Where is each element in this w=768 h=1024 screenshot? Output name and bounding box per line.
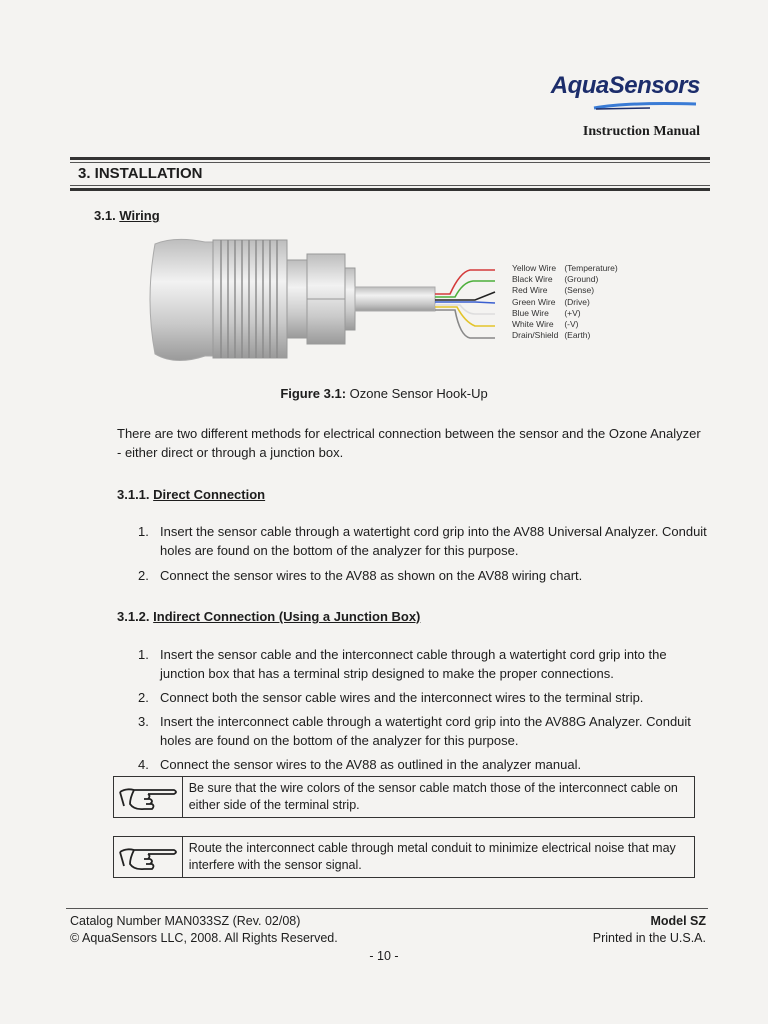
wire-row [512, 308, 624, 319]
logo-text: AquaSensors [550, 72, 700, 99]
wire-name: Black Wire [512, 274, 553, 285]
step-text: Connect both the sensor cable wires and the interconnect wires to the terminal strip. [160, 690, 644, 705]
footer-left [70, 913, 338, 947]
subsection-title: Wiring [119, 208, 160, 223]
doc-title: Instruction Manual [582, 124, 700, 139]
intro-paragraph: There are two different methods for electrical connection between the sensor and the Ozone Analyzer - either direct or through a junction box. [117, 426, 701, 460]
wire-row [512, 263, 624, 274]
footer-right [593, 913, 706, 947]
bottom-rule [70, 188, 710, 191]
wire-function: (Drive) [564, 296, 590, 307]
list-item: 4. Connect the sensor wires to the AV88 as outlined in the analyzer manual. [138, 757, 582, 772]
wire-row [512, 330, 624, 341]
wire-row [512, 274, 624, 285]
wire-row [512, 319, 624, 330]
indirect-title: Indirect Connection (Using a Junction Box) [153, 609, 421, 624]
step-text: Insert the interconnect cable through a watertight cord grip into the AV88G Analyzer. Conduit holes are found on the bottom of the analyzer for this purpose. [160, 714, 691, 748]
note-text: Be sure that the wire colors of the sensor cable match those of the interconnect cable on either side of the terminal strip. [188, 781, 678, 812]
indirect-steps [138, 645, 703, 774]
note-text: Route the interconnect cable through metal conduit to minimize electrical noise that may interfere with the sensor signal. [188, 841, 676, 872]
step-text: Insert the sensor cable and the interconnect cable through a watertight cord grip into the junction box that has a terminal strip designed to make the proper connections. [160, 647, 667, 681]
wire-function: (-V) [564, 319, 579, 330]
wire-function: (Sense) [564, 285, 595, 296]
list-item: 3. Insert the interconnect cable through a watertight cord grip into the AV88G Analyzer. Conduit holes are found on the bottom of the analyzer for this purpose. [138, 714, 691, 748]
step-text: Insert the sensor cable through a watertight cord grip into the AV88 Universal Analyzer. Conduit holes are found on the bottom of the analyzer for this purpose. [160, 524, 707, 558]
wire-function: (+V) [564, 307, 581, 318]
ozone-sensor-drawing [145, 232, 515, 372]
note-box [113, 776, 695, 818]
model-label: Model SZ [650, 914, 706, 928]
subsection-heading [94, 208, 160, 223]
wire-name: Yellow Wire [512, 263, 557, 273]
list-item: 1. Insert the sensor cable through a watertight cord grip into the AV88 Universal Analyzer. Conduit holes are found on the bottom of the analyzer for this purpose. [138, 524, 707, 558]
wire-row [512, 285, 624, 296]
wire-name: Drain/Shield [512, 330, 559, 341]
bottom-rule-thin [70, 185, 710, 186]
direct-title: Direct Connection [153, 487, 266, 502]
aquasensors-logo [551, 72, 700, 112]
wire-function: (Earth) [564, 330, 591, 341]
subsection-number: 3.1. [94, 208, 116, 223]
top-rule-thin [70, 162, 710, 163]
catalog-number: Catalog Number MAN033SZ (Rev. 02/08) [70, 914, 301, 928]
page-number: - 10 - [369, 949, 399, 963]
wire-row [512, 297, 624, 308]
pointing-hand-icon [114, 837, 183, 877]
figure-caption [0, 386, 768, 401]
note-box [113, 836, 695, 878]
logo-swoosh-icon [590, 100, 700, 112]
list-item: 1. Insert the sensor cable and the interconnect cable through a watertight cord grip into the junction box that has a terminal strip designed to make the proper connections. [138, 647, 667, 681]
step-text: Connect the sensor wires to the AV88 as outlined in the analyzer manual. [160, 757, 582, 772]
copyright: © AquaSensors LLC, 2008. All Rights Reserved. [70, 931, 338, 945]
indirect-heading [117, 609, 420, 624]
direct-heading [117, 487, 265, 502]
step-text: Connect the sensor wires to the AV88 as shown on the AV88 wiring chart. [160, 568, 583, 583]
pointing-hand-icon [114, 777, 183, 817]
direct-steps [138, 522, 708, 585]
wire-name: Red Wire [512, 285, 548, 296]
section-title: 3. INSTALLATION [78, 165, 203, 182]
footer-rule [66, 908, 708, 909]
wire-name: Blue Wire [512, 307, 549, 318]
figure-caption-label: Figure 3.1: [280, 386, 347, 401]
figure-caption-text: Ozone Sensor Hook-Up [346, 386, 488, 401]
wire-function: (Temperature) [564, 263, 618, 273]
indirect-number: 3.1.2. [117, 609, 150, 624]
top-rule [70, 157, 710, 160]
wire-name: Green Wire [512, 296, 556, 307]
printed-in: Printed in the U.S.A. [592, 931, 706, 945]
list-item: 2. Connect both the sensor cable wires and the interconnect wires to the terminal strip. [138, 690, 644, 705]
wire-function: (Ground) [564, 274, 599, 285]
wire-name: White Wire [512, 319, 554, 330]
wire-legend [512, 263, 624, 341]
direct-number: 3.1.1. [117, 487, 150, 502]
list-item: 2. Connect the sensor wires to the AV88 as shown on the AV88 wiring chart. [138, 568, 583, 583]
